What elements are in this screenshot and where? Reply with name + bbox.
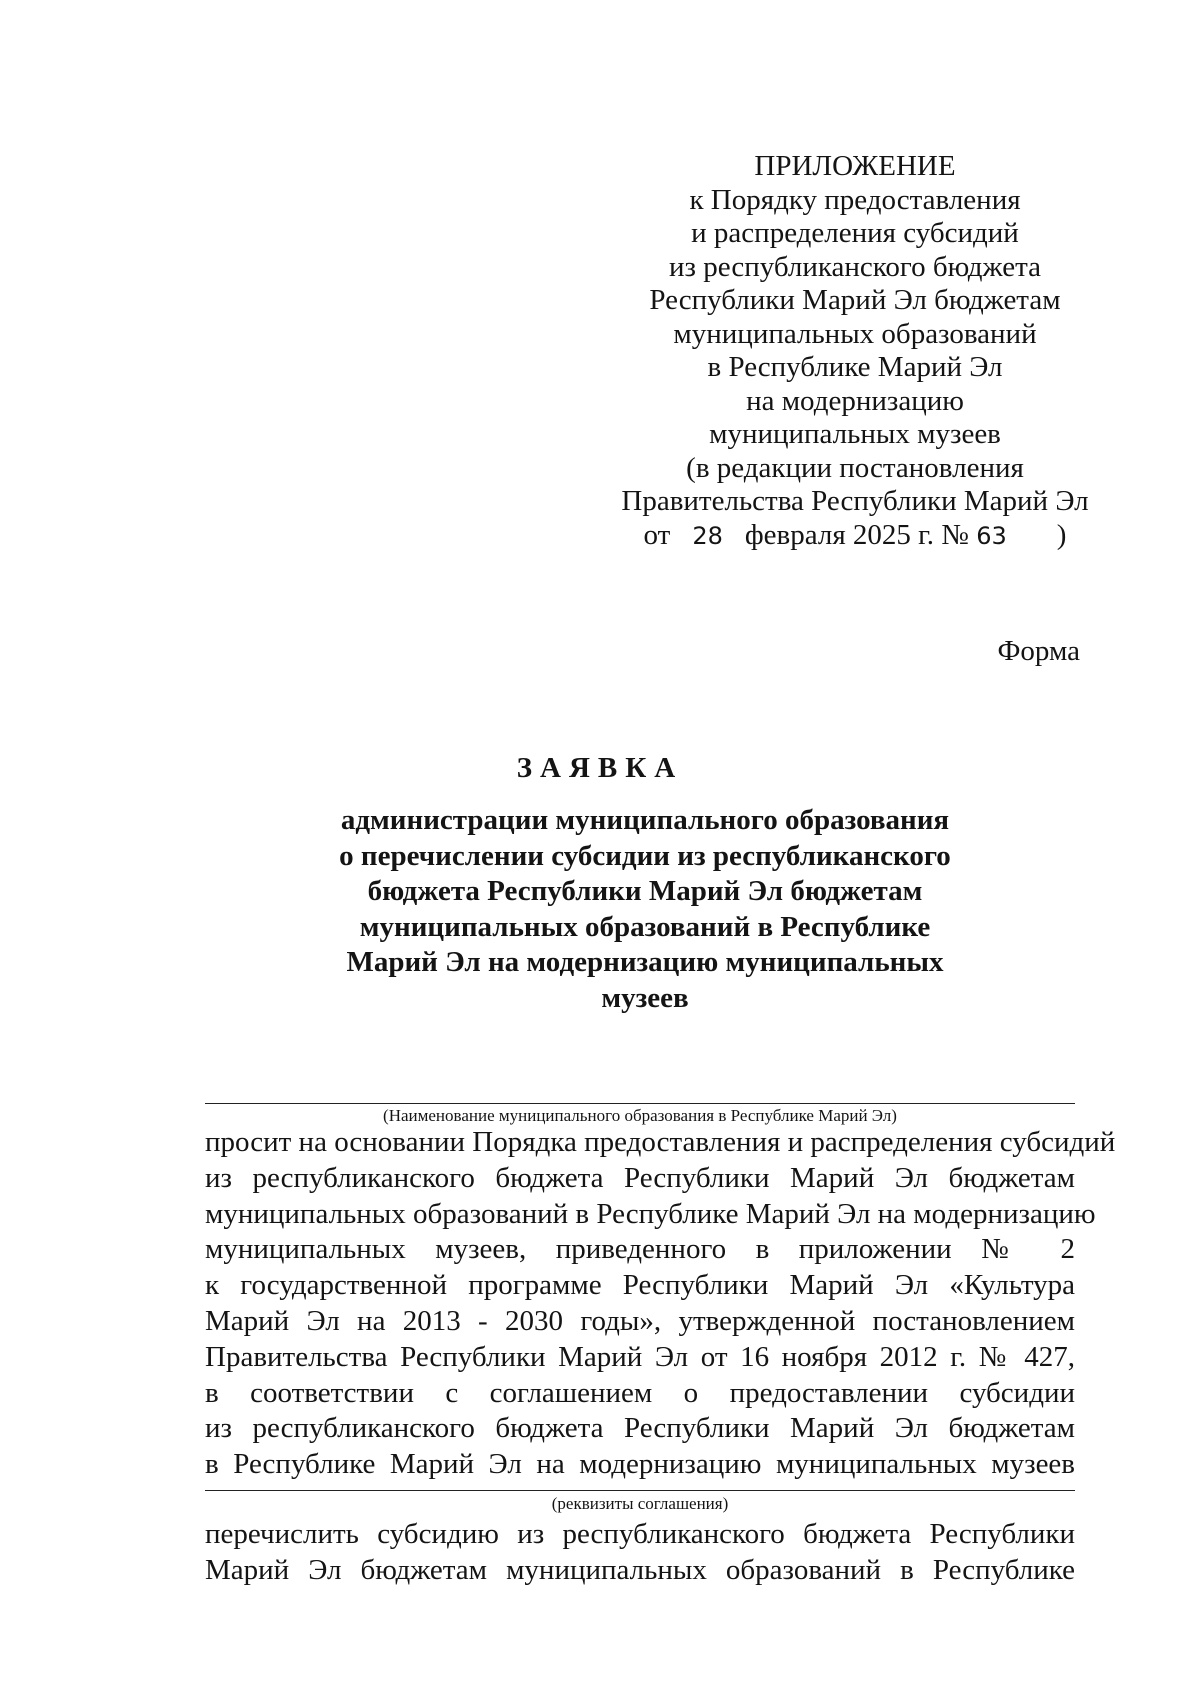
document-subtitle — [300, 803, 990, 1016]
body-paragraph — [205, 1125, 1116, 1483]
document-title: ЗАЯВКА — [516, 752, 684, 784]
subtitle-line: о перечислении субсидии из республиканского — [339, 839, 951, 872]
appendix-line: муниципальных музеев — [709, 418, 1001, 450]
municipality-blank-line — [205, 1103, 1075, 1104]
body-line: Марий Эл на 2013 - 2030 годы», утвержденной постановлением — [205, 1304, 1075, 1337]
agreement-blank-line — [205, 1490, 1075, 1491]
body-line: Правительства Республики Марий Эл от 16 ноября 2012 г. № 427, — [205, 1340, 1075, 1373]
subtitle-line: музеев — [601, 981, 689, 1014]
date-day: 28 — [692, 521, 723, 550]
body-line: из республиканского бюджета Республики Марий Эл бюджетам — [205, 1412, 1075, 1445]
subtitle-line: Марий Эл на модернизацию муниципальных — [346, 946, 944, 978]
municipality-caption: (Наименование муниципального образования в Республике Марий Эл) — [383, 1106, 897, 1125]
appendix-heading: ПРИЛОЖЕНИЕ — [754, 150, 956, 182]
subtitle-line: бюджета Республики Марий Эл бюджетам — [367, 875, 923, 907]
body-line: просит на основании Порядка предоставления и распределения субсидий — [205, 1126, 1116, 1158]
date-close: ) — [1056, 518, 1067, 551]
body-line: перечислить субсидию из республиканского бюджета Республики — [205, 1518, 1075, 1550]
appendix-line: к Порядку предоставления — [689, 183, 1021, 216]
appendix-date-line — [620, 519, 1090, 554]
subtitle-line: муниципальных образований в Республике — [359, 910, 931, 943]
body-line: из республиканского бюджета Республики Марий Эл бюджетам — [205, 1161, 1075, 1194]
date-month-year: февраля 2025 г. № — [744, 518, 969, 551]
appendix-line: из республиканского бюджета — [669, 250, 1041, 283]
appendix-line: Правительства Республики Марий Эл — [621, 485, 1089, 517]
body-line: в соответствии с соглашением о предоставлении субсидии — [205, 1376, 1075, 1409]
appendix-line: на модернизацию — [746, 384, 964, 417]
appendix-line: муниципальных образований — [673, 317, 1037, 350]
appendix-line: в Республике Марий Эл — [707, 351, 1003, 383]
form-label: Форма — [997, 635, 1080, 667]
appendix-line: (в редакции постановления — [686, 451, 1024, 484]
body-paragraph-continued — [205, 1517, 1075, 1589]
subtitle-line: администрации муниципального образования — [340, 804, 950, 836]
appendix-line: и распределения субсидий — [691, 217, 1019, 249]
body-line: в Республике Марий Эл на модернизацию муниципальных музеев — [205, 1448, 1075, 1481]
body-line: муниципальных образований в Республике Марий Эл на модернизацию — [205, 1197, 1096, 1230]
date-prefix: от — [643, 518, 671, 551]
agreement-caption: (реквизиты соглашения) — [551, 1494, 729, 1513]
body-line: муниципальных музеев, приведенного в приложении № 2 — [205, 1233, 1075, 1266]
body-line: к государственной программе Республики Марий Эл «Культура — [205, 1269, 1075, 1302]
appendix-block — [620, 150, 1090, 553]
appendix-line: Республики Марий Эл бюджетам — [649, 284, 1061, 316]
date-number: 63 — [976, 521, 1007, 550]
body-line: Марий Эл бюджетам муниципальных образований в Республике — [205, 1553, 1075, 1586]
